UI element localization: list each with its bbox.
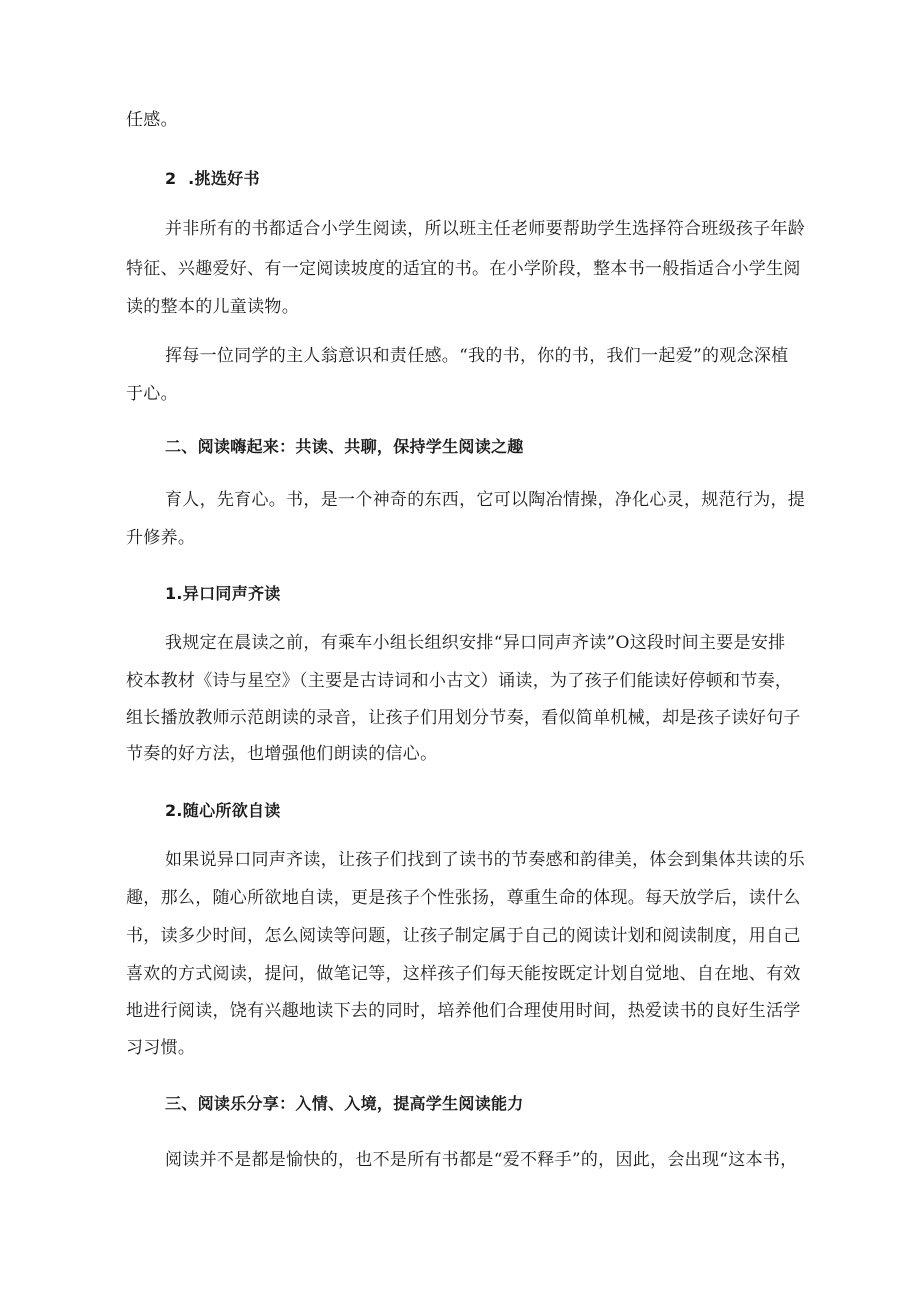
paragraph-line: 任感。 — [126, 110, 178, 130]
section-heading: 2.随心所欲自读 — [165, 801, 281, 820]
paragraph-line: 组长播放教师示范朗读的录音，让孩子们用划分节奏，看似简单机械，却是孩子读好句子 — [126, 708, 801, 728]
paragraph-line: 趣，那么，随心所欲地自读，更是孩子个性张扬，尊重生命的体现。每天放学后，读什么 — [126, 888, 801, 908]
paragraph-line: 挥每一位同学的主人翁意识和责任感。“我的书，你的书，我们一起爱”的观念深植 — [165, 346, 789, 366]
section-heading: 三、阅读乐分享：入情、入境，提高学生阅读能力 — [165, 1094, 524, 1113]
paragraph-line: 喜欢的方式阅读，提问，做笔记等，这样孩子们每天能按既定计划自觉地、自在地、有效 — [126, 964, 801, 984]
paragraph-line: 育人，先育心。书，是一个神奇的东西，它可以陶冶情操，净化心灵，规范行为，提 — [165, 490, 806, 510]
paragraph-line: 书，读多少时间，怎么阅读等问题，让孩子制定属于自己的阅读计划和阅读制度，用自己 — [126, 926, 801, 946]
section-heading: 2 .挑选好书 — [165, 169, 260, 188]
paragraph-line: 并非所有的书都适合小学生阅读，所以班主任老师要帮助学生选择符合班级孩子年龄 — [165, 219, 806, 239]
paragraph-line: 校本教材《诗与星空》（主要是古诗词和小古文）诵读，为了孩子们能读好停顿和节奏， — [126, 671, 793, 691]
paragraph-line: 习习惯。 — [126, 1038, 196, 1058]
section-heading: 二、阅读嗨起来：共读、共聊，保持学生阅读之趣 — [165, 437, 524, 456]
paragraph-line: 读的整本的儿童读物。 — [126, 297, 299, 317]
paragraph-line: 于心。 — [126, 384, 178, 404]
paragraph-line: 我规定在晨读之前，有乘车小组长组织安排“异口同声齐读”O这段时间主要是安排 — [165, 633, 786, 653]
paragraph-line: 节奏的好方法，也增强他们朗读的信心。 — [126, 744, 438, 764]
paragraph-line: 如果说异口同声齐读，让孩子们找到了读书的节奏感和韵律美，体会到集体共读的乐 — [165, 850, 806, 870]
paragraph-line: 阅读并不是都是愉快的，也不是所有书都是“爱不释手”的，因此，会出现“这本书， — [165, 1150, 798, 1170]
paragraph-line: 升修养。 — [126, 528, 196, 548]
section-heading: 1.异口同声齐读 — [165, 584, 281, 603]
paragraph-line: 地进行阅读，饶有兴趣地读下去的同时，培养他们合理使用时间，热爱读书的良好生活学 — [126, 1001, 801, 1021]
paragraph-line: 特征、兴趣爱好、有一定阅读坡度的适宜的书。在小学阶段，整本书一般指适合小学生阅 — [126, 259, 801, 279]
